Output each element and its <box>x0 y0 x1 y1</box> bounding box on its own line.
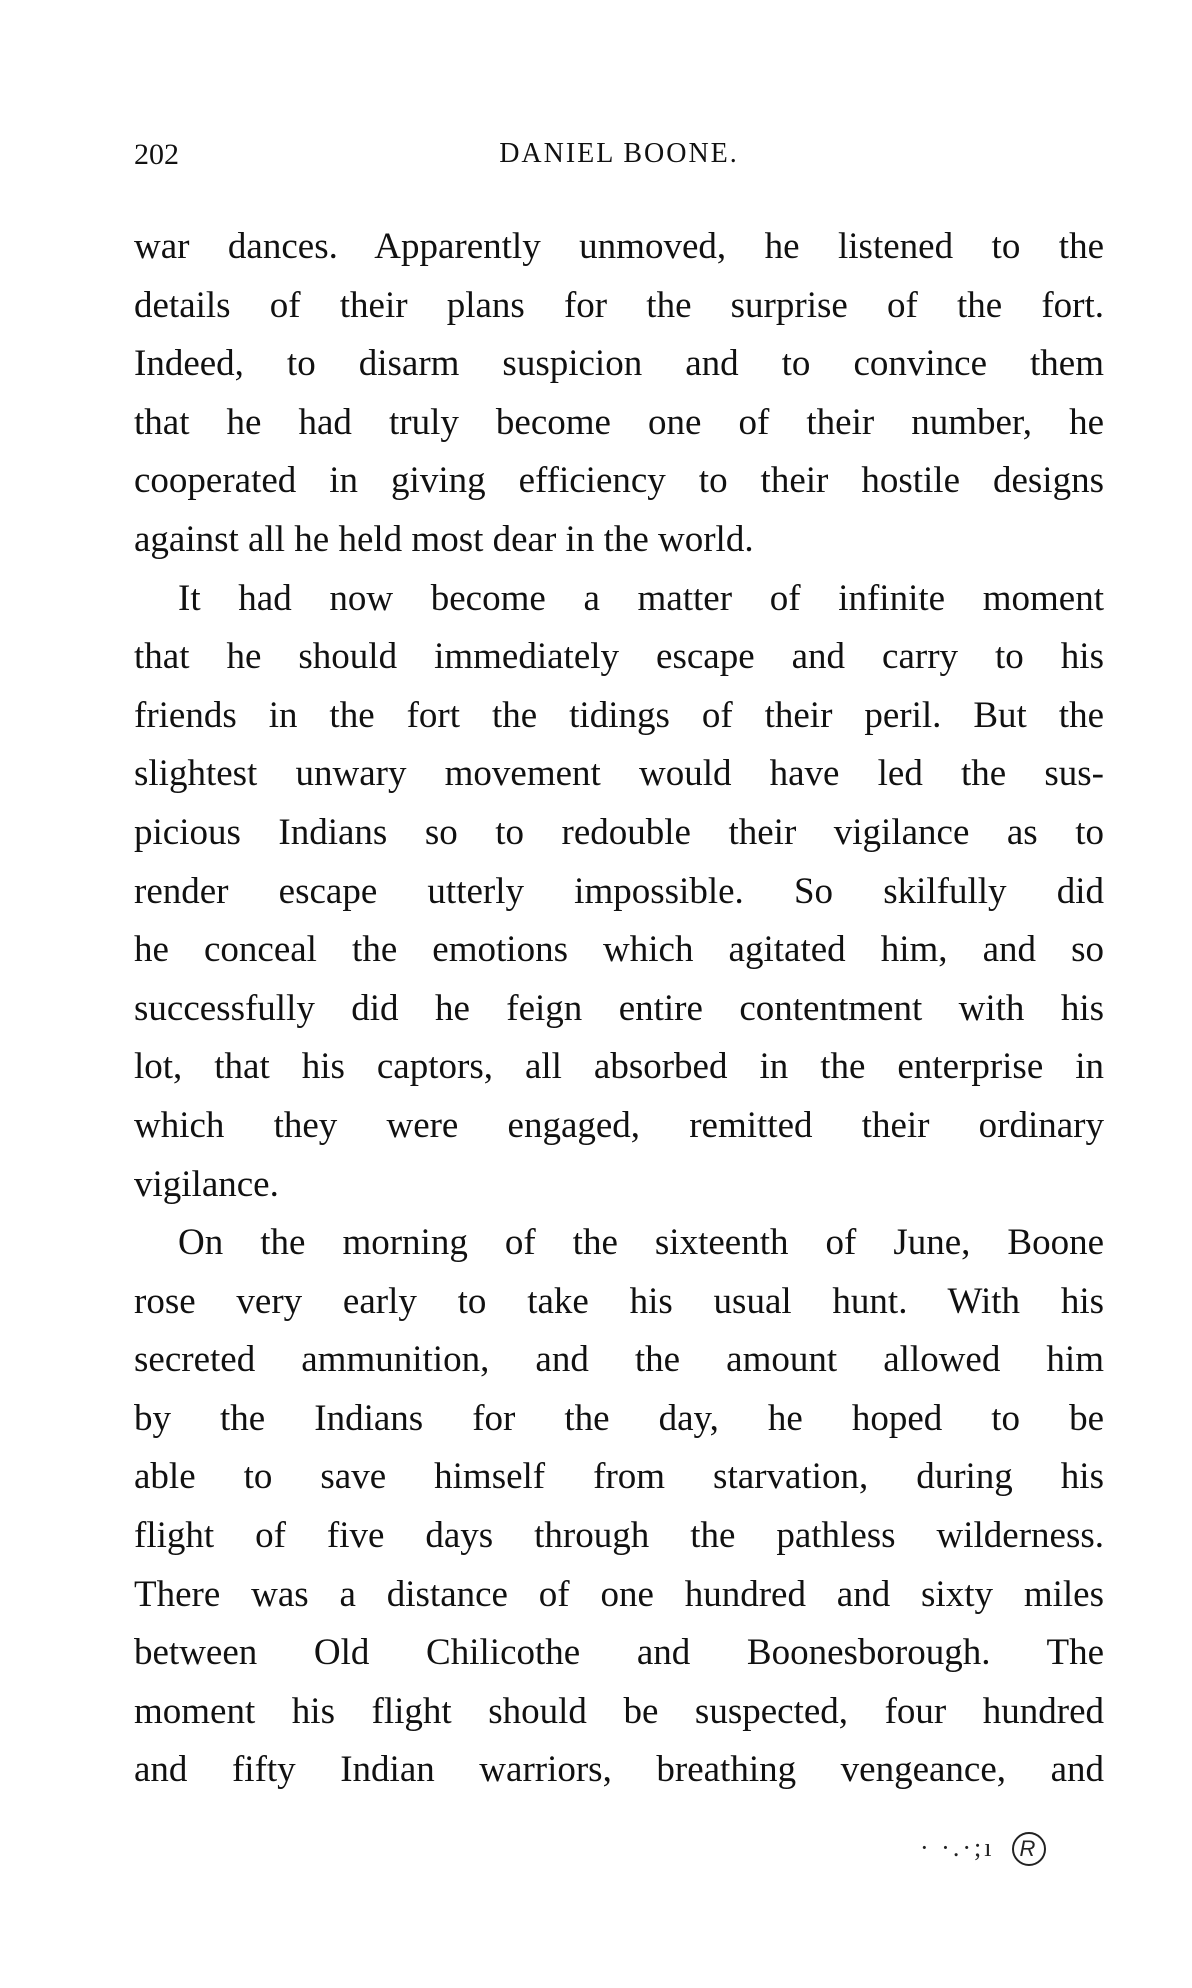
text-line: It had now become a matter of infinite moment <box>178 577 1104 619</box>
text-line: secreted ammunition, and the amount allowed him <box>134 1339 1104 1381</box>
text-line: against all he held most dear in the world. <box>134 518 754 560</box>
text-line: which they were engaged, remitted their ordinary <box>134 1104 1104 1146</box>
text-line: and fifty Indian warriors, breathing vengeance, and <box>134 1749 1104 1791</box>
text-line: by the Indians for the day, he hoped to be <box>134 1397 1104 1439</box>
footer-marks <box>920 1832 1046 1866</box>
text-line: On the morning of the sixteenth of June, Boone <box>178 1222 1104 1264</box>
text-line: friends in the fort the tidings of their peril. But the <box>134 694 1104 736</box>
text-line: details of their plans for the surprise of the fort. <box>134 284 1104 326</box>
text-line: flight of five days through the pathless wilderness. <box>134 1515 1104 1557</box>
text-line: moment his flight should be suspected, four hundred <box>134 1690 1104 1732</box>
text-line: he conceal the emotions which agitated him, and so <box>134 929 1104 971</box>
text-line: war dances. Apparently unmoved, he listened to the <box>134 226 1104 267</box>
text-line: slightest unwary movement would have led the sus- <box>134 753 1104 795</box>
text-line: vigilance. <box>134 1163 279 1205</box>
text-line: There was a distance of one hundred and sixty miles <box>134 1573 1104 1615</box>
text-line: between Old Chilicothe and Boonesborough. The <box>134 1632 1104 1674</box>
text-line: lot, that his captors, all absorbed in the enterprise in <box>134 1046 1104 1088</box>
registered-stamp-icon: R <box>1012 1832 1046 1866</box>
page-header <box>134 138 1104 182</box>
text-line: rose very early to take his usual hunt. With his <box>134 1280 1104 1322</box>
text-line: Indeed, to disarm suspicion and to convince them <box>134 343 1104 385</box>
text-line: cooperated in giving efficiency to their hostile designs <box>134 460 1104 502</box>
running-title: DANIEL BOONE. <box>499 138 739 169</box>
scan-marks: · ·.·;ı <box>920 1833 995 1862</box>
text-line: picious Indians so to redouble their vigilance as to <box>134 811 1104 853</box>
text-line: successfully did he feign entire contentment with his <box>134 987 1104 1029</box>
text-line: that he had truly become one of their number, he <box>134 401 1104 443</box>
text-line: able to save himself from starvation, during his <box>134 1456 1104 1498</box>
text-line: that he should immediately escape and carry to his <box>134 636 1104 678</box>
text-line: render escape utterly impossible. So skilfully did <box>134 870 1104 912</box>
page-number: 202 <box>134 138 179 171</box>
page-body <box>134 218 1104 1800</box>
